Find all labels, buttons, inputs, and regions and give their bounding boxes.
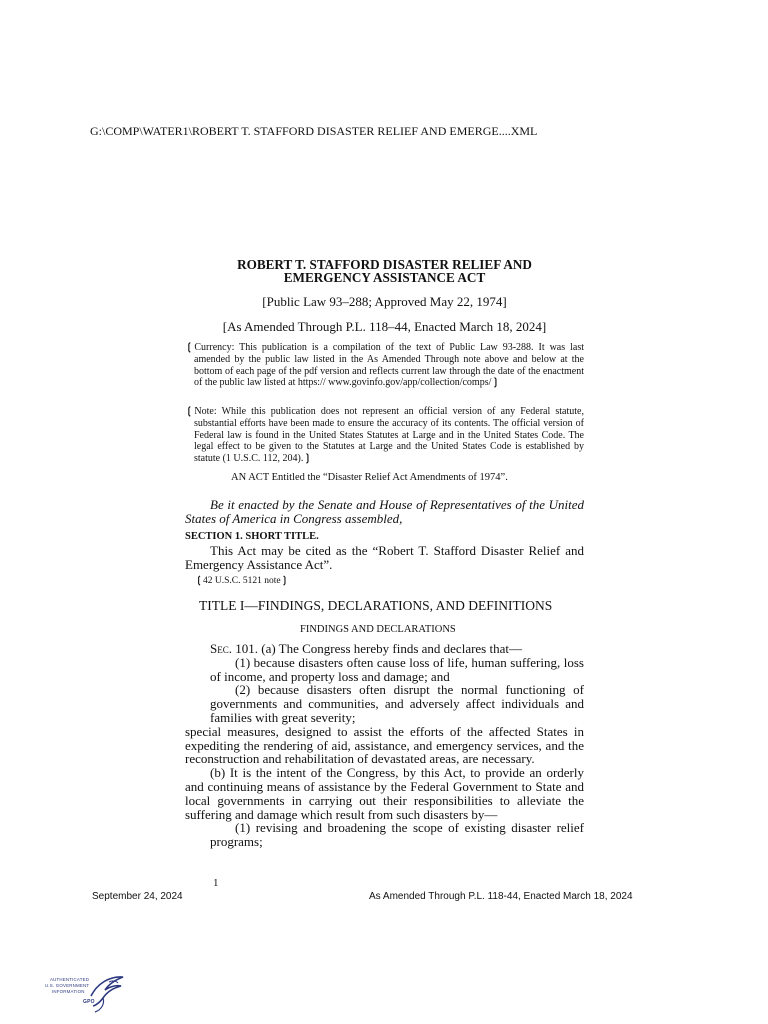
title-1-heading: TITLE I—FINDINGS, DECLARATIONS, AND DEFINITIONS <box>199 598 553 613</box>
footer-amended: As Amended Through P.L. 118-44, Enacted March 18, 2024 <box>369 891 633 902</box>
title-line-2: EMERGENCY ASSISTANCE ACT <box>283 270 486 285</box>
official-version-note <box>185 406 584 465</box>
currency-note <box>185 342 584 389</box>
section-1-text: This Act may be cited as the “Robert T. Stafford Disaster Relief and Emergency Assistance Act”. <box>185 543 584 572</box>
file-path-header: G:\COMP\WATER1\ROBERT T. STAFFORD DISASTER RELIEF AND EMERGE....XML <box>90 124 538 138</box>
currency-text: Currency: This publication is a compilation of the text of Public Law 93-288. It was last amended by the public law listed in the As Amended Through note above and below at the bottom of each page of the pdf version and reflects current law through the date of the enactment of the public law listed at https:// www.govinfo.gov/app/collection/comps/ <box>194 342 584 389</box>
bracket-close: ❳ <box>280 576 289 586</box>
logo-line-1: AUTHENTICATED <box>50 977 90 982</box>
section-101-body <box>185 642 584 849</box>
sec-101-a2: (2) because disasters often disrupt the normal functioning of governments and communities, and adversely affect individuals and families with great severity; <box>210 682 584 725</box>
logo-line-3: INFORMATION <box>52 989 85 994</box>
amended-through-line: [As Amended Through P.L. 118–44, Enacted March 18, 2024] <box>222 319 547 334</box>
logo-line-4: GPO <box>83 999 95 1005</box>
act-entitled: AN ACT Entitled the “Disaster Relief Act Amendments of 1974”. <box>231 472 508 483</box>
notice-text: Note: While this publication does not represent an official version of any Federal statute, substantial efforts have been made to ensure the accuracy of its contents. The official version of Federal law is found in the United States Statutes at Large and in the United States Code. The legal effect to be given to the Statutes at Large and the United States Code is established by statute (1 U.S.C. 112, 204). <box>194 406 584 465</box>
page-number: 1 <box>213 877 219 889</box>
sec-101-b-intro: (b) It is the intent of the Congress, by this Act, to provide an orderly and continuing means of assistance by the Federal Government to State and local governments in carrying out their responsibilities to alleviate the suffering and damage which result from such disasters by— <box>185 765 584 822</box>
bracket-open: ❲ <box>185 342 194 353</box>
usc-citation <box>195 575 289 586</box>
sec-label: Sec <box>210 641 229 656</box>
public-law-line: [Public Law 93–288; Approved May 22, 1974] <box>262 294 507 309</box>
gpo-authenticated-logo <box>45 974 130 1014</box>
sec-101-a1: (1) because disasters often cause loss of life, human suffering, loss of income, and property loss and damage; and <box>210 654 584 684</box>
bracket-open: ❲ <box>195 576 203 586</box>
footer-date: September 24, 2024 <box>92 891 183 902</box>
title-line-1: ROBERT T. STAFFORD DISASTER RELIEF AND <box>237 257 532 272</box>
usc-text: 42 U.S.C. 5121 note <box>202 576 281 586</box>
findings-subheading: FINDINGS AND DECLARATIONS <box>300 624 456 635</box>
logo-line-2: U.S. GOVERNMENT <box>45 983 90 988</box>
section-1-heading: SECTION 1. SHORT TITLE. <box>185 531 319 542</box>
sec-101-b1: (1) revising and broadening the scope of existing disaster relief programs; <box>210 820 584 850</box>
eagle-icon <box>83 974 127 1014</box>
bracket-open: ❲ <box>185 406 194 417</box>
enacting-clause: Be it enacted by the Senate and House of Representatives of the United States of America in Congress assembled, <box>185 497 584 526</box>
bracket-close: ❳ <box>491 377 500 389</box>
sec-101-a-intro: . 101. (a) The Congress hereby finds and declares that— <box>228 641 522 656</box>
document-title <box>185 258 584 284</box>
sec-101-a-tail: special measures, designed to assist the efforts of the affected States in expediting the rendering of aid, assistance, and emergency services, and the reconstruction and rehabilitation of devastated areas, are necessary. <box>185 723 584 767</box>
bracket-close: ❳ <box>303 453 312 465</box>
